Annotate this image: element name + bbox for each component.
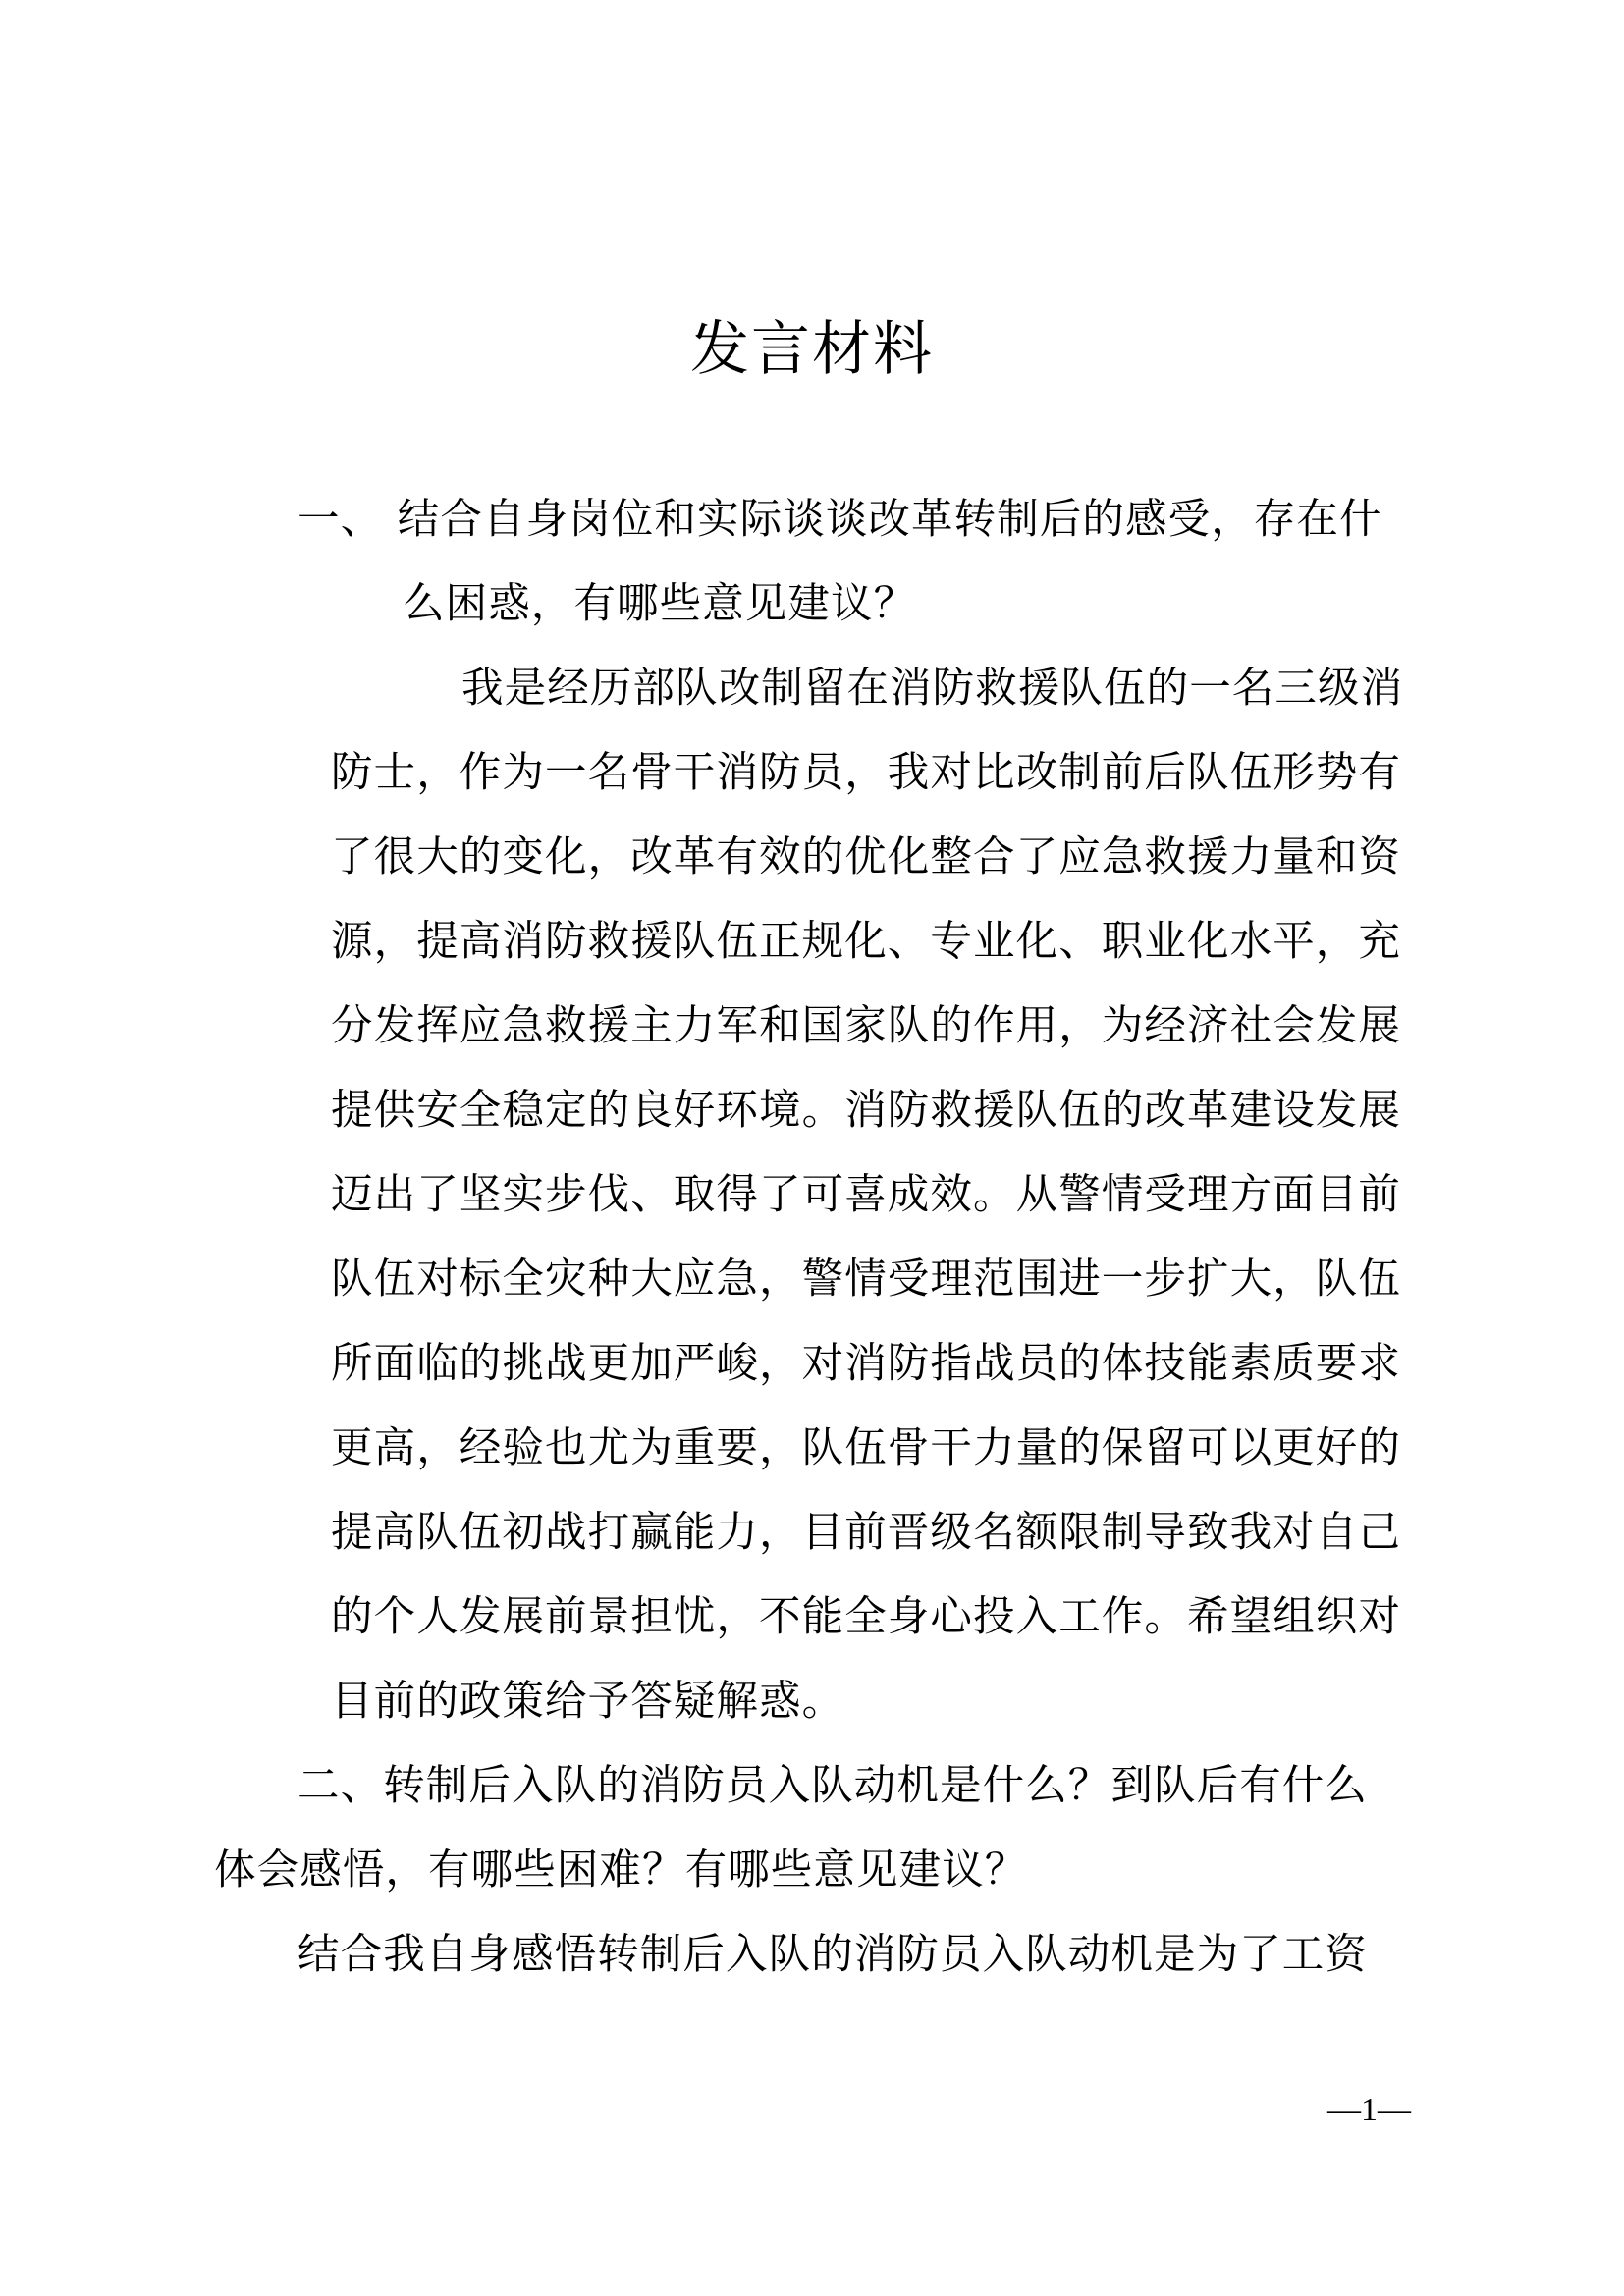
section-2-heading-line-1: 二、转制后入队的消防员入队动机是什么？到队后有什么	[298, 1762, 1369, 1810]
section-1-body-line-9: 所面临的挑战更加严峻，对消防指战员的体技能素质要求	[331, 1340, 1402, 1388]
section-1-body-line-11: 提高队伍初战打赢能力，目前晋级名额限制导致我对自己	[331, 1509, 1402, 1557]
page-number: —1—	[1327, 2092, 1411, 2128]
section-1-body-line-6: 提供安全稳定的良好环境。消防救援队伍的改革建设发展	[331, 1087, 1402, 1135]
section-1-heading-line-2: 么困惑，有哪些意见建议？	[403, 580, 917, 628]
section-1-body-line-1: 我是经历部队改制留在消防救援队伍的一名三级消	[461, 665, 1404, 713]
section-1-body-line-7: 迈出了坚实步伐、取得了可喜成效。从警情受理方面目前	[331, 1171, 1402, 1219]
section-1-body-line-5: 分发挥应急救援主力军和国家队的作用，为经济社会发展	[331, 1002, 1402, 1050]
section-2-body-line-1: 结合我自身感悟转制后入队的消防员入队动机是为了工资	[298, 1931, 1369, 1979]
section-1-body-line-4: 源，提高消防救援队伍正规化、专业化、职业化水平，充	[331, 918, 1402, 966]
section-2-heading-line-2: 体会感悟，有哪些困难？有哪些意见建议？	[214, 1846, 1028, 1895]
section-1-body-line-12: 的个人发展前景担忧，不能全身心投入工作。希望组织对	[331, 1593, 1402, 1641]
section-1-heading-line-1: 一、 结合自身岗位和实际谈谈改革转制后的感受，存在什	[298, 496, 1382, 544]
section-1-body-line-13: 目前的政策给予答疑解惑。	[331, 1678, 845, 1726]
document-title: 发言材料	[690, 315, 934, 384]
section-1-body-line-8: 队伍对标全灾种大应急，警情受理范围进一步扩大，队伍	[331, 1255, 1402, 1304]
section-1-body-line-2: 防士，作为一名骨干消防员，我对比改制前后队伍形势有	[331, 749, 1402, 797]
section-1-body-line-3: 了很大的变化，改革有效的优化整合了应急救援力量和资	[331, 833, 1402, 881]
section-1-body-line-10: 更高，经验也尤为重要，队伍骨干力量的保留可以更好的	[331, 1424, 1402, 1472]
